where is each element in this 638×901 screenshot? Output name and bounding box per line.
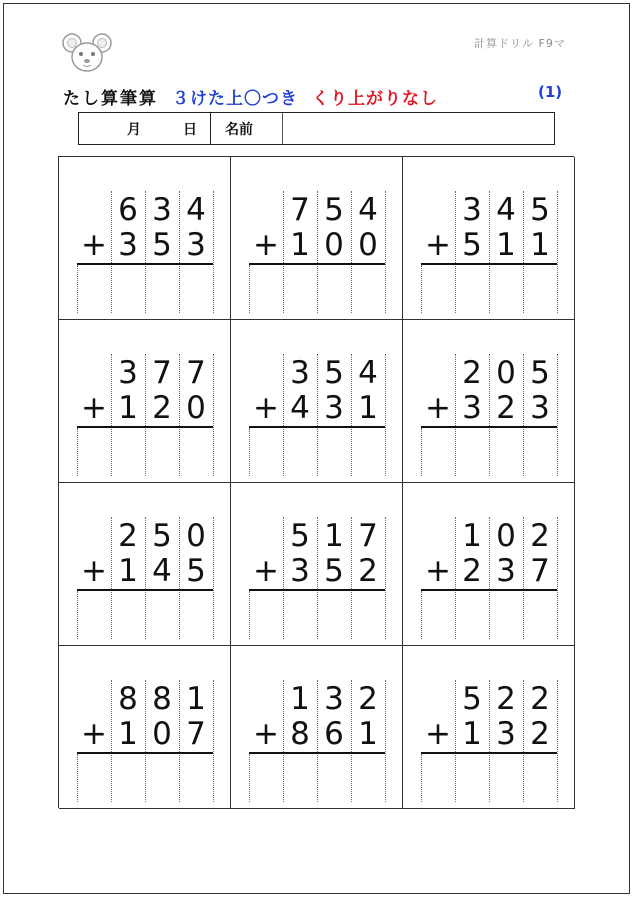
- top-digit: 2: [462, 355, 482, 391]
- top-digit: 1: [186, 681, 206, 717]
- day-label: 日: [183, 122, 197, 138]
- bottom-digit: 5: [152, 227, 172, 263]
- bottom-digit: 6: [324, 716, 344, 752]
- guide-line: [557, 191, 558, 313]
- top-digit: 0: [496, 355, 516, 391]
- bottom-digit: 7: [186, 716, 206, 752]
- guide-line: [421, 591, 422, 639]
- top-digit: 7: [290, 192, 310, 228]
- bottom-digit: 5: [462, 227, 482, 263]
- title-main: たし算筆算: [63, 89, 158, 109]
- answer-rule: [77, 426, 213, 428]
- problem-cell: [403, 646, 575, 809]
- guide-line: [77, 754, 78, 802]
- answer-rule: [77, 589, 213, 591]
- top-digit: 2: [530, 681, 550, 717]
- top-digit: 4: [358, 355, 378, 391]
- top-digit: 6: [118, 192, 138, 228]
- bottom-digit: 1: [462, 716, 482, 752]
- top-digit: 3: [290, 355, 310, 391]
- guide-line: [421, 265, 422, 313]
- problem-cell: [403, 320, 575, 483]
- bottom-digit: 2: [530, 716, 550, 752]
- answer-rule: [249, 752, 385, 754]
- guide-line: [385, 517, 386, 639]
- bottom-digit: 0: [186, 390, 206, 426]
- bottom-digit: 1: [118, 553, 138, 589]
- guide-line: [557, 354, 558, 476]
- bottom-digit: 1: [358, 390, 378, 426]
- guide-line: [77, 265, 78, 313]
- plus-sign: +: [253, 716, 279, 752]
- guide-line: [421, 754, 422, 802]
- top-digit: 5: [530, 355, 550, 391]
- top-digit: 4: [186, 192, 206, 228]
- guide-line: [213, 191, 214, 313]
- top-digit: 7: [186, 355, 206, 391]
- problem-cell: [403, 157, 575, 320]
- bottom-digit: 1: [496, 227, 516, 263]
- top-digit: 2: [530, 518, 550, 554]
- top-digit: 2: [496, 681, 516, 717]
- plus-sign: +: [253, 227, 279, 263]
- bottom-digit: 2: [152, 390, 172, 426]
- bottom-digit: 7: [530, 553, 550, 589]
- bottom-digit: 3: [530, 390, 550, 426]
- worksheet-title: [63, 84, 438, 109]
- top-digit: 7: [152, 355, 172, 391]
- plus-sign: +: [425, 553, 451, 589]
- guide-line: [213, 517, 214, 639]
- bottom-digit: 3: [462, 390, 482, 426]
- problem-cell: [231, 157, 403, 320]
- problem-cell: [231, 320, 403, 483]
- top-digit: 5: [152, 518, 172, 554]
- answer-rule: [421, 752, 557, 754]
- guide-line: [385, 680, 386, 802]
- name-date-box: [78, 112, 555, 145]
- bottom-digit: 3: [118, 227, 138, 263]
- name-label: 名前: [211, 113, 283, 144]
- top-digit: 3: [118, 355, 138, 391]
- guide-line: [249, 591, 250, 639]
- problem-grid: [58, 156, 574, 808]
- answer-rule: [249, 263, 385, 265]
- plus-sign: +: [81, 553, 107, 589]
- month-label: 月: [127, 122, 141, 138]
- bottom-digit: 2: [358, 553, 378, 589]
- top-digit: 2: [358, 681, 378, 717]
- bottom-digit: 5: [324, 553, 344, 589]
- answer-rule: [249, 589, 385, 591]
- top-digit: 4: [358, 192, 378, 228]
- guide-line: [249, 265, 250, 313]
- plus-sign: +: [425, 716, 451, 752]
- plus-sign: +: [425, 390, 451, 426]
- bottom-digit: 8: [290, 716, 310, 752]
- top-digit: 3: [324, 681, 344, 717]
- top-digit: 4: [496, 192, 516, 228]
- bottom-digit: 2: [462, 553, 482, 589]
- bottom-digit: 3: [496, 716, 516, 752]
- top-digit: 5: [462, 681, 482, 717]
- date-field[interactable]: [79, 113, 211, 144]
- top-digit: 8: [152, 681, 172, 717]
- name-field[interactable]: [283, 113, 554, 144]
- problem-cell: [59, 483, 231, 646]
- top-digit: 1: [324, 518, 344, 554]
- problem-cell: [59, 157, 231, 320]
- bottom-digit: 0: [324, 227, 344, 263]
- answer-rule: [77, 263, 213, 265]
- plus-sign: +: [81, 227, 107, 263]
- top-digit: 1: [462, 518, 482, 554]
- top-digit: 1: [290, 681, 310, 717]
- brand-label: 計算ドリル F9マ: [474, 37, 566, 50]
- bottom-digit: 3: [496, 553, 516, 589]
- bottom-digit: 1: [118, 716, 138, 752]
- top-digit: 2: [118, 518, 138, 554]
- problem-cell: [59, 320, 231, 483]
- bottom-digit: 1: [530, 227, 550, 263]
- top-digit: 0: [496, 518, 516, 554]
- top-digit: 0: [186, 518, 206, 554]
- guide-line: [213, 354, 214, 476]
- answer-rule: [77, 752, 213, 754]
- mouse-logo-icon: [61, 31, 113, 75]
- guide-line: [249, 428, 250, 476]
- sheet-number: (1): [538, 83, 563, 101]
- plus-sign: +: [253, 390, 279, 426]
- guide-line: [213, 680, 214, 802]
- guide-line: [421, 428, 422, 476]
- bottom-digit: 3: [324, 390, 344, 426]
- bottom-digit: 5: [186, 553, 206, 589]
- guide-line: [249, 754, 250, 802]
- bottom-digit: 3: [186, 227, 206, 263]
- guide-line: [557, 517, 558, 639]
- guide-line: [77, 428, 78, 476]
- title-carry: くり上がりなし: [312, 89, 438, 109]
- answer-rule: [421, 589, 557, 591]
- problem-cell: [403, 483, 575, 646]
- bottom-digit: 1: [358, 716, 378, 752]
- bottom-digit: 4: [290, 390, 310, 426]
- problem-cell: [231, 483, 403, 646]
- top-digit: 5: [324, 355, 344, 391]
- plus-sign: +: [81, 390, 107, 426]
- top-digit: 5: [290, 518, 310, 554]
- answer-rule: [421, 263, 557, 265]
- problem-cell: [231, 646, 403, 809]
- bottom-digit: 2: [496, 390, 516, 426]
- plus-sign: +: [81, 716, 107, 752]
- title-digits: ３けた上〇つき: [172, 89, 298, 109]
- guide-line: [77, 591, 78, 639]
- top-digit: 8: [118, 681, 138, 717]
- guide-line: [385, 191, 386, 313]
- plus-sign: +: [425, 227, 451, 263]
- answer-rule: [421, 426, 557, 428]
- answer-rule: [249, 426, 385, 428]
- guide-line: [557, 680, 558, 802]
- plus-sign: +: [253, 553, 279, 589]
- bottom-digit: 1: [290, 227, 310, 263]
- bottom-digit: 4: [152, 553, 172, 589]
- guide-line: [385, 354, 386, 476]
- bottom-digit: 3: [290, 553, 310, 589]
- top-digit: 5: [324, 192, 344, 228]
- top-digit: 5: [530, 192, 550, 228]
- top-digit: 7: [358, 518, 378, 554]
- bottom-digit: 0: [152, 716, 172, 752]
- problem-cell: [59, 646, 231, 809]
- top-digit: 3: [462, 192, 482, 228]
- bottom-digit: 1: [118, 390, 138, 426]
- top-digit: 3: [152, 192, 172, 228]
- bottom-digit: 0: [358, 227, 378, 263]
